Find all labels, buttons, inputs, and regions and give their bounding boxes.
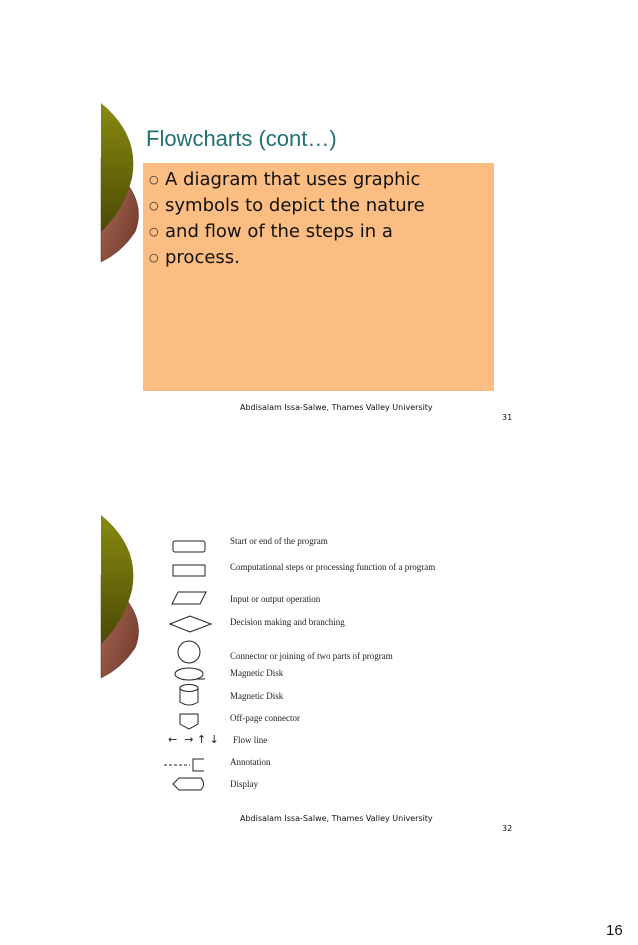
slide-31	[0, 0, 638, 420]
symbol-label: Decision making and branching	[230, 617, 345, 627]
symbol-label: Connector or joining of two parts of program	[230, 651, 393, 661]
bullet-text: symbols to depict the nature	[165, 194, 425, 216]
flowchart-symbols	[160, 420, 230, 820]
slide-footer: Abdisalam Issa-Salwe, Thames Valley University	[240, 403, 433, 412]
slide-number: 32	[502, 824, 513, 833]
symbol-label: Annotation	[230, 757, 271, 767]
process-icon	[173, 565, 205, 576]
bullet-text: A diagram that uses graphic	[165, 168, 421, 190]
symbol-label: Magnetic Disk	[230, 691, 284, 701]
bullet-item	[149, 166, 425, 192]
off-page-connector-icon	[180, 714, 198, 729]
display-icon	[173, 778, 204, 790]
symbol-label: Magnetic Disk	[230, 668, 284, 678]
symbol-label: Off-page connector	[230, 713, 301, 723]
input-output-icon	[172, 592, 206, 604]
bullet-text: process.	[165, 246, 240, 268]
symbol-label: Flow line	[233, 735, 268, 745]
slide-number: 31	[502, 413, 513, 422]
decorative-swoosh	[0, 420, 140, 690]
decision-icon	[170, 616, 211, 632]
slide-32	[0, 420, 638, 840]
bullet-circle-icon: ○	[149, 198, 159, 212]
bullet-circle-icon: ○	[149, 250, 159, 264]
magnetic-tape-icon	[175, 668, 205, 680]
slide-footer: Abdisalam Issa-Salwe, Thames Valley University	[240, 814, 433, 823]
magnetic-disk-icon	[180, 685, 198, 706]
terminal-icon	[173, 541, 205, 552]
bullet-item	[149, 244, 425, 270]
bullet-text: and flow of the steps in a	[165, 220, 393, 242]
slide-title: Flowcharts (cont…)	[146, 126, 337, 151]
connector-icon	[178, 641, 200, 663]
symbol-label: Display	[230, 779, 258, 789]
symbol-label: Start or end of the program	[230, 536, 328, 546]
page-number: 16	[606, 922, 623, 939]
bullet-circle-icon: ○	[149, 172, 159, 186]
bullet-circle-icon: ○	[149, 224, 159, 238]
symbol-label: Computational steps or processing function of a program	[230, 562, 436, 572]
bullet-list	[149, 166, 425, 270]
annotation-icon	[164, 759, 204, 771]
symbol-label: Input or output operation	[230, 594, 321, 604]
decorative-swoosh	[0, 0, 140, 270]
bullet-item	[149, 218, 425, 244]
bullet-item	[149, 192, 425, 218]
flow-line-icon: ← → ↑ ↓	[168, 733, 219, 746]
